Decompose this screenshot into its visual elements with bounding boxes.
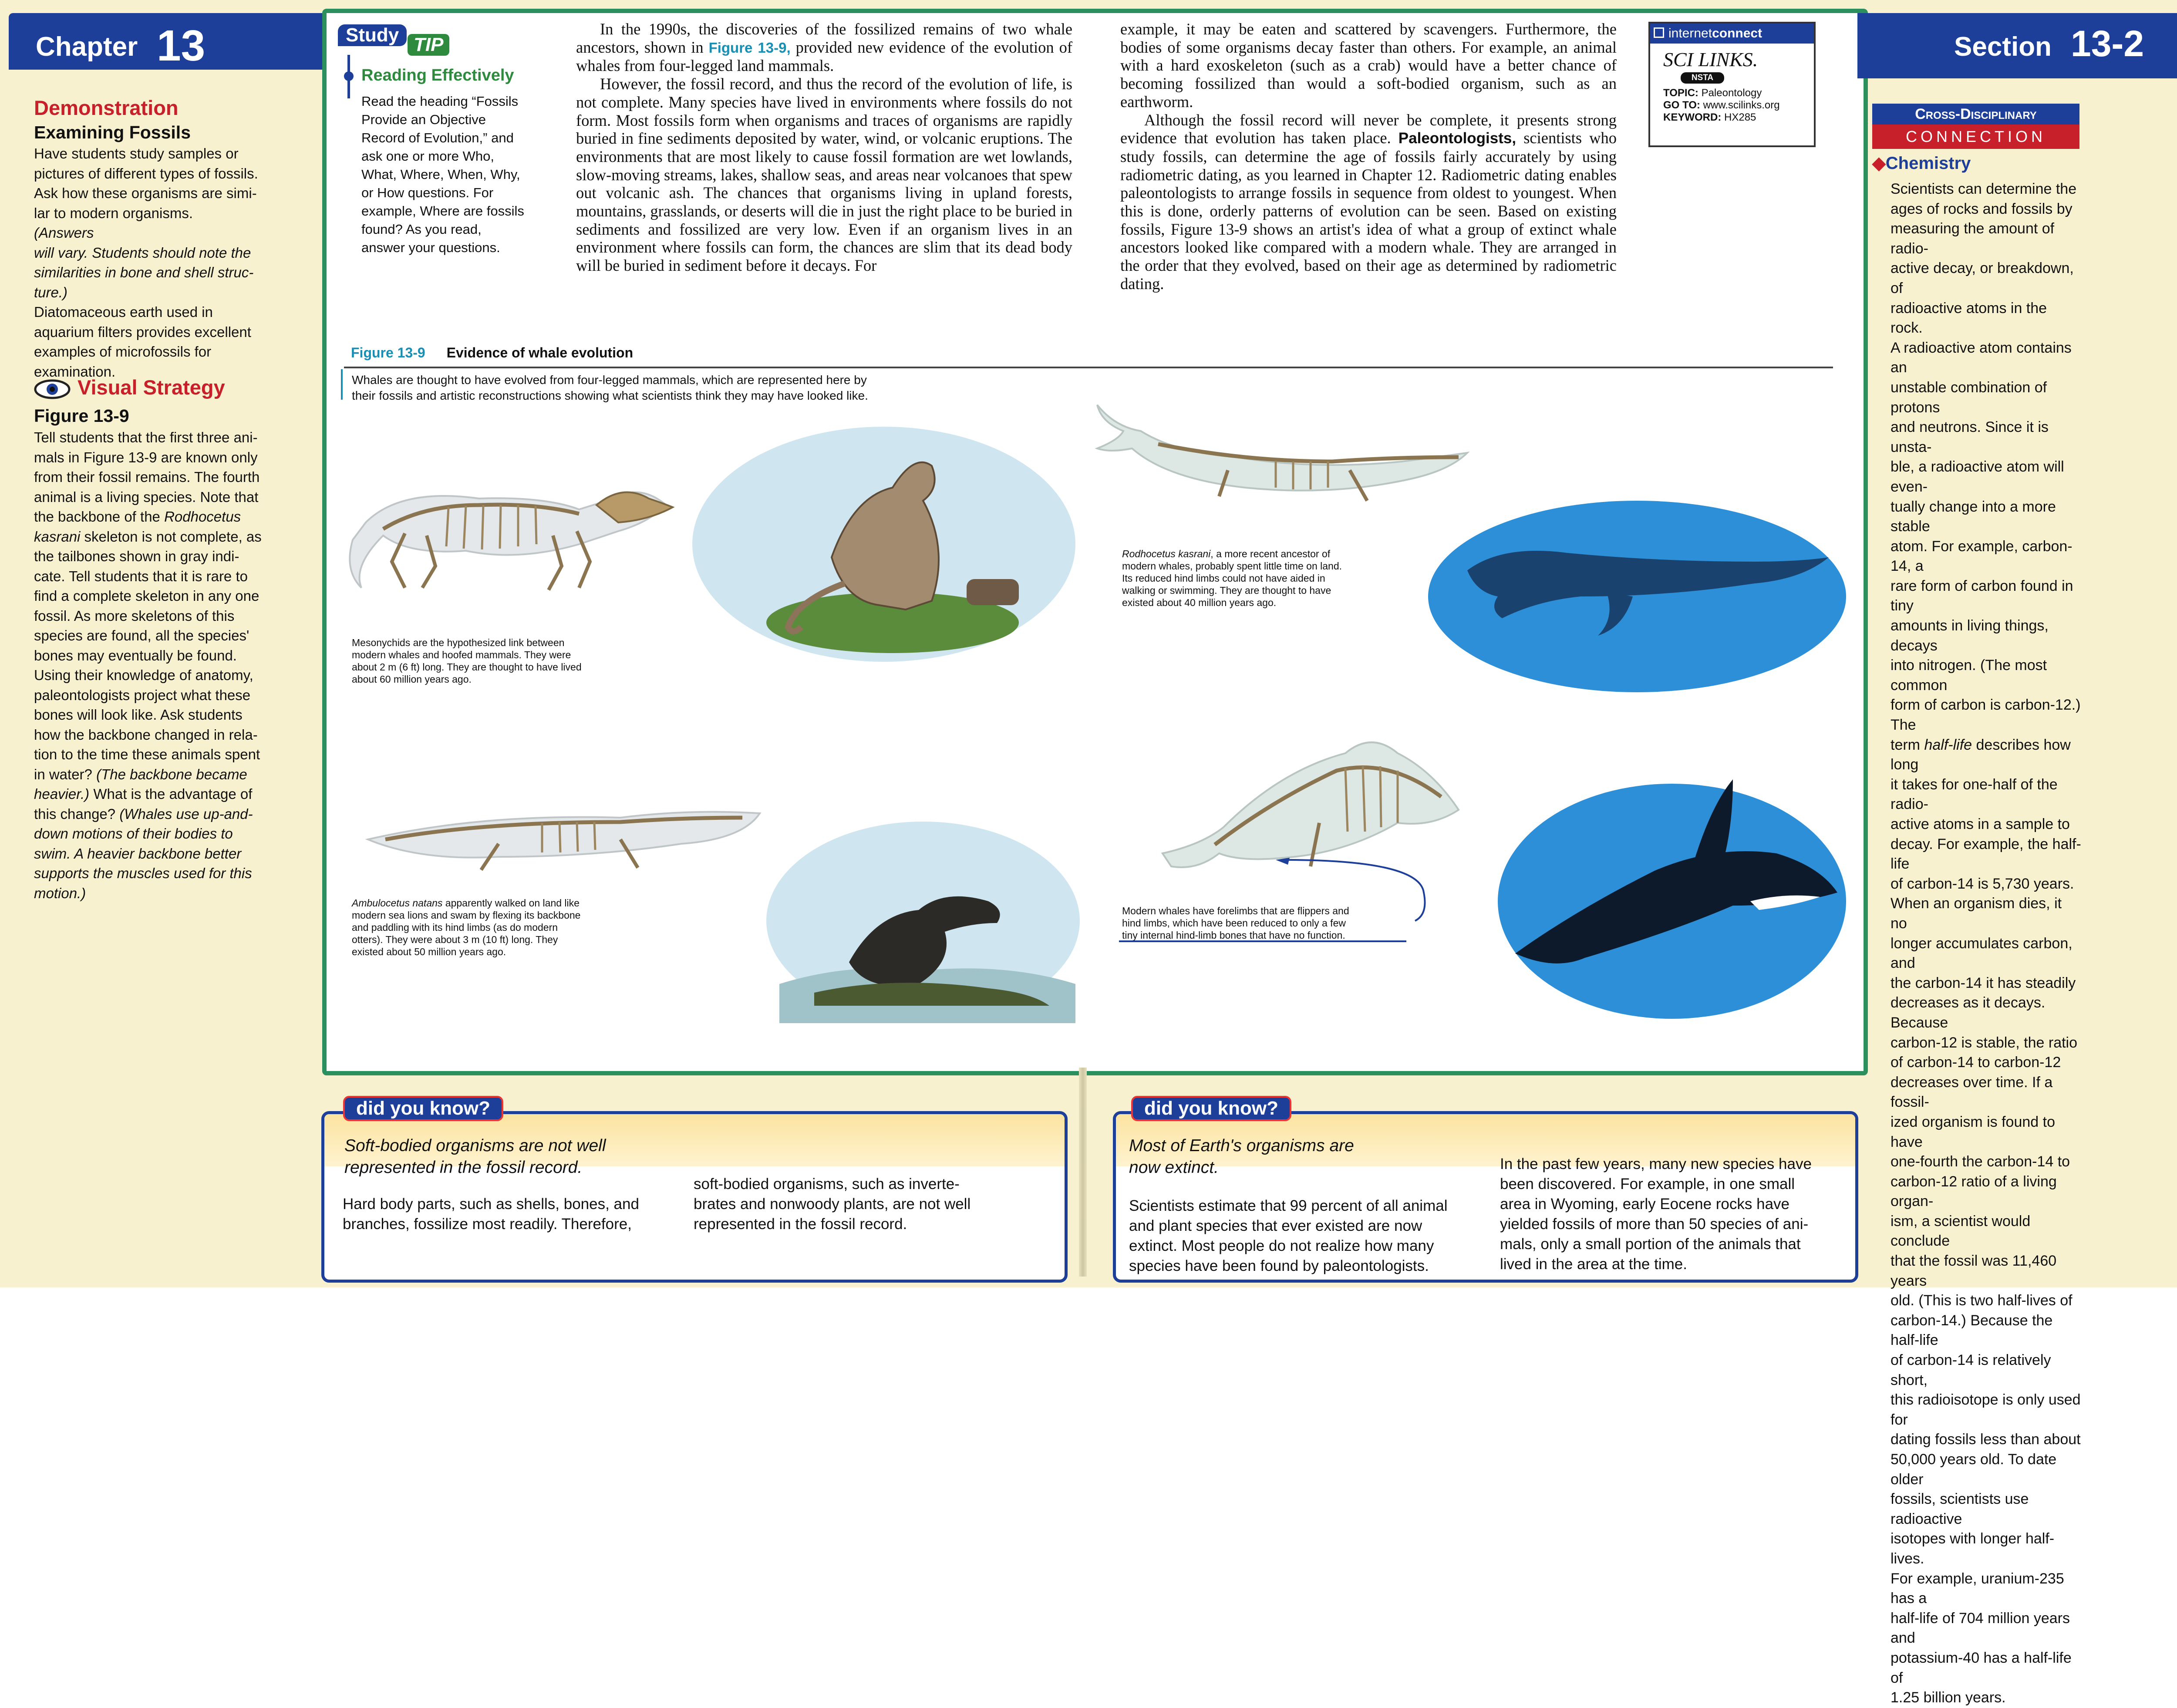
ambulocetus-skeleton <box>350 792 768 879</box>
demonstration-text <box>34 144 313 381</box>
text-line: supports the muscles used for this <box>34 865 252 881</box>
text-line: Rodhocetus kasrani, a more recent ancestor of <box>1122 548 1331 559</box>
demonstration-box <box>34 95 313 381</box>
mesonychid-illustration <box>688 418 1080 662</box>
text-line: into nitrogen. (The most common <box>1891 657 2047 694</box>
text-line: about 60 million years ago. <box>352 674 472 685</box>
dyk-right-headline <box>1129 1135 1354 1179</box>
text-line: carbon-14.) Because the half-life <box>1891 1312 2053 1349</box>
text-line: mals in Figure 13-9 are known only <box>34 449 258 465</box>
text-line: modern sea lions and swam by flexing its backbone <box>352 910 581 921</box>
demonstration-title: Demonstration <box>34 96 179 119</box>
text-line: now extinct. <box>1129 1158 1219 1177</box>
text-line: Ambulocetus natans apparently walked on land like <box>352 897 580 909</box>
text-line: half-life of 704 million years and <box>1891 1610 2070 1647</box>
text-line: example, Where are fossils <box>361 203 524 219</box>
body-paragraph: In the 1990s, the discoveries of the fossilized remains of two whale ancestors, shown in Figure 13-9, provided new evidence of the evolution of whales from four-legged land mammals. <box>576 20 1073 75</box>
chapter-word: Chapter <box>36 32 138 62</box>
visual-strategy-text <box>34 428 313 903</box>
did-you-know-tag-left: did you know? <box>343 1096 503 1121</box>
text-line: answer your questions. <box>361 240 500 255</box>
text-line: walking or swimming. They are thought to have <box>1122 585 1331 596</box>
text-line: ism, a scientist would conclude <box>1891 1213 2031 1250</box>
figure-title-row <box>351 345 633 361</box>
text-line: paleontologists project what these <box>34 687 251 703</box>
rodhocetus-illustration <box>1424 496 1850 697</box>
text-line: and paddling with its hind limbs (as do modern <box>352 922 558 933</box>
text-line: find a complete skeleton in any one <box>34 588 259 604</box>
text-line: otters). They were about 3 m (10 ft) long. They <box>352 934 558 945</box>
text-line: modern whales and hoofed mammals. They were <box>352 649 571 660</box>
text-line: Its reduced hind limbs could not have aided in <box>1122 573 1325 584</box>
text-line: radioactive atoms in the rock. <box>1891 300 2047 337</box>
text-line: lived in the area at the time. <box>1500 1256 1687 1273</box>
text-line: atom. For example, carbon-14, a <box>1891 538 2073 575</box>
text-line: species are found, all the species' <box>34 627 249 643</box>
text-line: in water? (The backbone became <box>34 766 247 782</box>
chemistry-heading <box>1872 153 1971 173</box>
chemistry-text <box>1891 179 2082 1708</box>
text-line: tiny internal hind-limb bones that have no function. <box>1122 930 1345 941</box>
text-line: unstable combination of protons <box>1891 379 2047 416</box>
figure-intro-rule <box>341 369 343 400</box>
text-line: rare form of carbon found in tiny <box>1891 577 2073 614</box>
text-line: Provide an Objective <box>361 112 486 127</box>
text-line: Tell students that the first three ani- <box>34 429 258 445</box>
text-line: carbon-12 ratio of a living organ- <box>1891 1173 2057 1210</box>
text-line: existed about 40 million years ago. <box>1122 597 1277 608</box>
text-line: A radioactive atom contains an <box>1891 339 2072 376</box>
dyk-left-col2 <box>694 1174 971 1234</box>
text-line: measuring the amount of radio- <box>1891 220 2055 257</box>
diamond-bullet-icon: ◆ <box>1872 154 1886 173</box>
internet-connect-box[interactable]: internetconnect SCI LINKS. NSTA TOPIC: Paleontology GO TO: www.scilinks.org KEYWORD: HX285 <box>1648 22 1816 147</box>
dyk-left-headline <box>344 1135 606 1179</box>
computer-icon <box>1654 27 1664 38</box>
text-line: and plant species that ever existed are now <box>1129 1217 1422 1234</box>
book-gutter <box>1079 1068 1087 1277</box>
text-line: Most of Earth's organisms are <box>1129 1136 1354 1155</box>
text-line: species have been found by paleontologists. <box>1129 1257 1429 1274</box>
text-line: Record of Evolution,” and <box>361 130 514 145</box>
text-line: swim. A heavier backbone better <box>34 845 242 862</box>
text-line: soft-bodied organisms, such as inverte- <box>694 1176 960 1193</box>
text-line: carbon-12 is stable, the ratio <box>1891 1034 2078 1051</box>
text-line: longer accumulates carbon, and <box>1891 935 2073 972</box>
study-tip-heading: Reading Effectively <box>361 66 514 84</box>
text-line: Mesonychids are the hypothesized link between <box>352 637 565 648</box>
text-line: Hard body parts, such as shells, bones, and <box>343 1196 639 1213</box>
text-line: examination. <box>34 363 116 380</box>
eye-icon <box>34 379 71 400</box>
text-line: the carbon-14 it has steadily <box>1891 974 2076 991</box>
text-line: Ask how these organisms are simi- <box>34 185 257 201</box>
text-line: Have students study samples or <box>34 145 239 162</box>
rodhocetus-skeleton <box>1088 387 1480 527</box>
body-paragraph: However, the fossil record, and thus the record of the evolution of life, is not complete. Many species have lived in environments where fossils do not form. Most fossils form when organisms and traces of organisms are rapidly buried in fine sediments deposited by water, wind, or volcanic eruptions. The environments that are most likely to cause fossil formation are wet lowlands, slow-moving streams, lakes, shallow seas, and areas near volcanoes that spew out volcanic ash. The chances that organisms living in upland forests, mountains, grasslands, or deserts will die in just the right place to be buried in sediments and fossilized are very low. Even if an organism lives in an environment where fossils can form, the chances are slim that its dead body will be buried in sediment before it decays. For <box>576 75 1072 275</box>
scilinks-logo: SCI LINKS. <box>1663 48 1758 71</box>
text-line: active atoms in a sample to <box>1891 816 2070 832</box>
text-line: Modern whales have forelimbs that are flippers and <box>1122 905 1349 916</box>
text-line: ble, a radioactive atom will even- <box>1891 458 2064 495</box>
chemistry-subject: Chemistry <box>1885 154 1971 173</box>
text-line: about 2 m (6 ft) long. They are thought to have lived <box>352 661 582 673</box>
body-column-2 <box>1120 20 1617 293</box>
chapter-number: 13 <box>157 21 206 70</box>
text-line: decay. For example, the half-life <box>1891 835 2081 873</box>
text-line: down motions of their bodies to <box>34 825 233 842</box>
text-line: area in Wyoming, early Eocene rocks have <box>1500 1196 1789 1213</box>
text-line: decreases as it decays. Because <box>1891 994 2046 1031</box>
figure-label: Figure 13-9 <box>351 345 425 360</box>
text-line: term half-life describes how long <box>1891 736 2071 773</box>
text-line: form of carbon is carbon-12.) The <box>1891 697 2081 734</box>
pointer-arrow <box>1119 858 1441 945</box>
text-line: or How questions. For <box>361 185 494 200</box>
dyk-right-col2 <box>1500 1154 1812 1274</box>
text-line: of carbon-14 to carbon-12 <box>1891 1054 2061 1071</box>
dyk-right-col1 <box>1129 1196 1447 1276</box>
study-tip-text <box>361 92 544 257</box>
text-line: of carbon-14 is relatively short, <box>1891 1352 2051 1388</box>
text-line: old. (This is two half-lives of <box>1891 1292 2073 1309</box>
text-line: When an organism dies, it no <box>1891 895 2062 932</box>
section-number: 13-2 <box>2071 23 2144 64</box>
text-line: Diatomaceous earth used in <box>34 304 213 320</box>
section-word: Section <box>1954 32 2052 62</box>
text-line: cate. Tell students that it is rare to <box>34 568 248 584</box>
text-line: will vary. Students should note the <box>34 244 251 261</box>
text-line: that the fossil was 11,460 years <box>1891 1253 2057 1289</box>
text-line: tually change into a more stable <box>1891 498 2056 535</box>
internet-connect-brand-b: connect <box>1712 26 1762 40</box>
text-line: fossils, scientists use radioactive <box>1891 1491 2029 1527</box>
text-line: ages of rocks and fossils by <box>1891 200 2073 217</box>
text-line: What, Where, When, Why, <box>361 167 520 182</box>
figure-reference: Figure 13-9, <box>708 39 791 56</box>
text-line: existed about 50 million years ago. <box>352 946 506 957</box>
visual-strategy-box <box>34 375 313 903</box>
text-line: Soft-bodied organisms are not well <box>344 1136 606 1155</box>
text-line: how the backbone changed in rela- <box>34 726 258 743</box>
text-line: For example, uranium-235 has a <box>1891 1570 2064 1607</box>
text-line: aquarium filters provides excellent <box>34 323 251 340</box>
text-line: active decay, or breakdown, of <box>1891 260 2074 296</box>
text-line: and neutrons. Since it is unsta- <box>1891 419 2049 455</box>
text-line: animal is a living species. Note that <box>34 488 259 505</box>
text-line: Read the heading “Fossils <box>361 94 519 109</box>
text-line: 1.25 billion years. <box>1891 1689 2006 1706</box>
figure-title: Evidence of whale evolution <box>446 345 634 360</box>
text-line: been discovered. For example, in one small <box>1500 1176 1795 1193</box>
text-line: tion to the time these animals spent <box>34 746 260 762</box>
body-paragraph: example, it may be eaten and scattered by scavengers. Furthermore, the bodies of some organisms decay faster than others. For example, an animal with a hard exoskeleton (such as a crab) would have a better chance of becoming fossilized than would a soft-bodied organism, such as an earthworm. <box>1120 20 1617 111</box>
text-line: fossil. As more skeletons of this <box>34 607 235 624</box>
cross-disciplinary-banner: Cross-Disciplinary <box>1872 104 2079 125</box>
text-line: bones will look like. Ask students <box>34 707 243 723</box>
text-line: the backbone of the Rodhocetus <box>34 509 241 525</box>
dyk-left-col1 <box>343 1194 639 1234</box>
text-line: extinct. Most people do not realize how many <box>1129 1237 1434 1254</box>
text-line: found? As you read, <box>361 222 482 237</box>
caption-rodhocetus <box>1122 548 1342 609</box>
chapter-header-bar <box>9 13 322 70</box>
text-line: (Answers <box>34 225 94 241</box>
ambulocetus-illustration <box>762 819 1084 1023</box>
text-line: hind limbs, which have been reduced to only a few <box>1122 917 1346 929</box>
text-line: ask one or more Who, <box>361 148 494 164</box>
text-line: Scientists can determine the <box>1891 181 2077 197</box>
figure-intro <box>352 372 868 404</box>
internet-keyword: HX285 <box>1724 111 1756 123</box>
mesonychid-skeleton <box>335 457 692 596</box>
text-line: from their fossil remains. The fourth <box>34 469 260 485</box>
visual-strategy-figure: Figure 13-9 <box>34 406 129 426</box>
text-line: similarities in bone and shell struc- <box>34 264 254 280</box>
text-line: their fossils and artistic reconstructions showing what scientists think they may have looked like. <box>352 389 868 402</box>
text-line: Using their knowledge of anatomy, <box>34 667 253 683</box>
text-line: Scientists estimate that 99 percent of all animal <box>1129 1197 1448 1214</box>
connection-banner: CONNECTION <box>1872 125 2079 149</box>
caption-mesonychid <box>352 637 582 685</box>
body-column-1 <box>576 20 1072 275</box>
orca-illustration <box>1489 762 1846 1023</box>
text-line: modern whales, probably spent little time on land. <box>1122 560 1342 572</box>
text-line: represented in the fossil record. <box>344 1158 583 1177</box>
internet-goto-link[interactable]: www.scilinks.org <box>1703 99 1780 111</box>
tip-label: TIP <box>408 34 449 56</box>
did-you-know-tag-right: did you know? <box>1131 1096 1291 1121</box>
text-line: bones may eventually be found. <box>34 647 237 664</box>
text-line: this change? (Whales use up-and- <box>34 805 253 822</box>
demonstration-subtitle: Examining Fossils <box>34 122 191 142</box>
internet-connect-brand-a: internet <box>1668 26 1712 40</box>
text-line: kasrani skeleton is not complete, as <box>34 528 262 545</box>
section-header-bar <box>1857 13 2177 78</box>
study-tip-label <box>338 24 512 55</box>
text-line: potassium-40 has a half-life of <box>1891 1649 2072 1686</box>
text-line: branches, fossilize most readily. Therefore, <box>343 1216 632 1233</box>
text-line: amounts in living things, decays <box>1891 617 2049 654</box>
text-line: dating fossils less than about <box>1891 1431 2081 1448</box>
text-line: it takes for one-half of the radio- <box>1891 776 2058 813</box>
text-line: the tailbones shown in gray indi- <box>34 548 239 564</box>
text-line: In the past few years, many new species have <box>1500 1156 1812 1172</box>
did-you-know-box-left <box>321 1111 1068 1283</box>
internet-topic: Paleontology <box>1701 87 1762 99</box>
text-line: yielded fossils of more than 50 species of ani- <box>1500 1216 1809 1233</box>
text-line: pictures of different types of fossils. <box>34 165 258 182</box>
visual-strategy-title: Visual Strategy <box>78 376 225 399</box>
text-line: isotopes with longer half-lives. <box>1891 1530 2055 1567</box>
nsta-badge: NSTA <box>1681 72 1724 84</box>
text-line: represented in the fossil record. <box>694 1216 907 1233</box>
text-line: this radioisotope is only used for <box>1891 1391 2081 1428</box>
text-line: mals, only a small portion of the animals that <box>1500 1236 1801 1253</box>
text-line: of carbon-14 is 5,730 years. <box>1891 875 2074 892</box>
study-tip-bullet-icon <box>344 71 354 81</box>
caption-ambulocetus <box>352 897 580 958</box>
text-line: 50,000 years old. To date older <box>1891 1451 2057 1488</box>
text-line: one-fourth the carbon-14 to <box>1891 1153 2070 1170</box>
text-line: Whales are thought to have evolved from four-legged mammals, which are represented here by <box>352 373 867 387</box>
text-line: lar to modern organisms. <box>34 205 193 221</box>
study-label: Study <box>338 24 407 46</box>
text-line: brates and nonwoody plants, are not well <box>694 1196 971 1213</box>
text-line: ture.) <box>34 284 68 300</box>
text-line: decreases over time. If a fossil- <box>1891 1074 2053 1111</box>
did-you-know-box-right <box>1113 1111 1858 1283</box>
text-line: heavier.) What is the advantage of <box>34 786 253 802</box>
text-line: motion.) <box>34 885 86 901</box>
text-line: examples of microfossils for <box>34 344 212 360</box>
figure-rule <box>344 367 1833 368</box>
text-line: ized organism is found to have <box>1891 1113 2055 1150</box>
body-paragraph: Although the fossil record will never be complete, it presents strong evidence that evolution has taken place. Paleontologists, scientists who study fossils, can determine the age of fossils fairly accurately by using radiometric dating, as you learned in Chapter 12. Radiometric dating enables paleontologists to arrange fossils in sequence from oldest to youngest. When this is done, orderly patterns of evolution can be seen. Based on existing fossils, Figure 13-9 shows an artist's idea of what a group of extinct whale ancestors looked like compared with a modern whale. They are arranged in the order that they evolved, based on their age as determined by radiometric dating. <box>1120 111 1617 293</box>
key-term: Paleontologists, <box>1398 130 1516 147</box>
